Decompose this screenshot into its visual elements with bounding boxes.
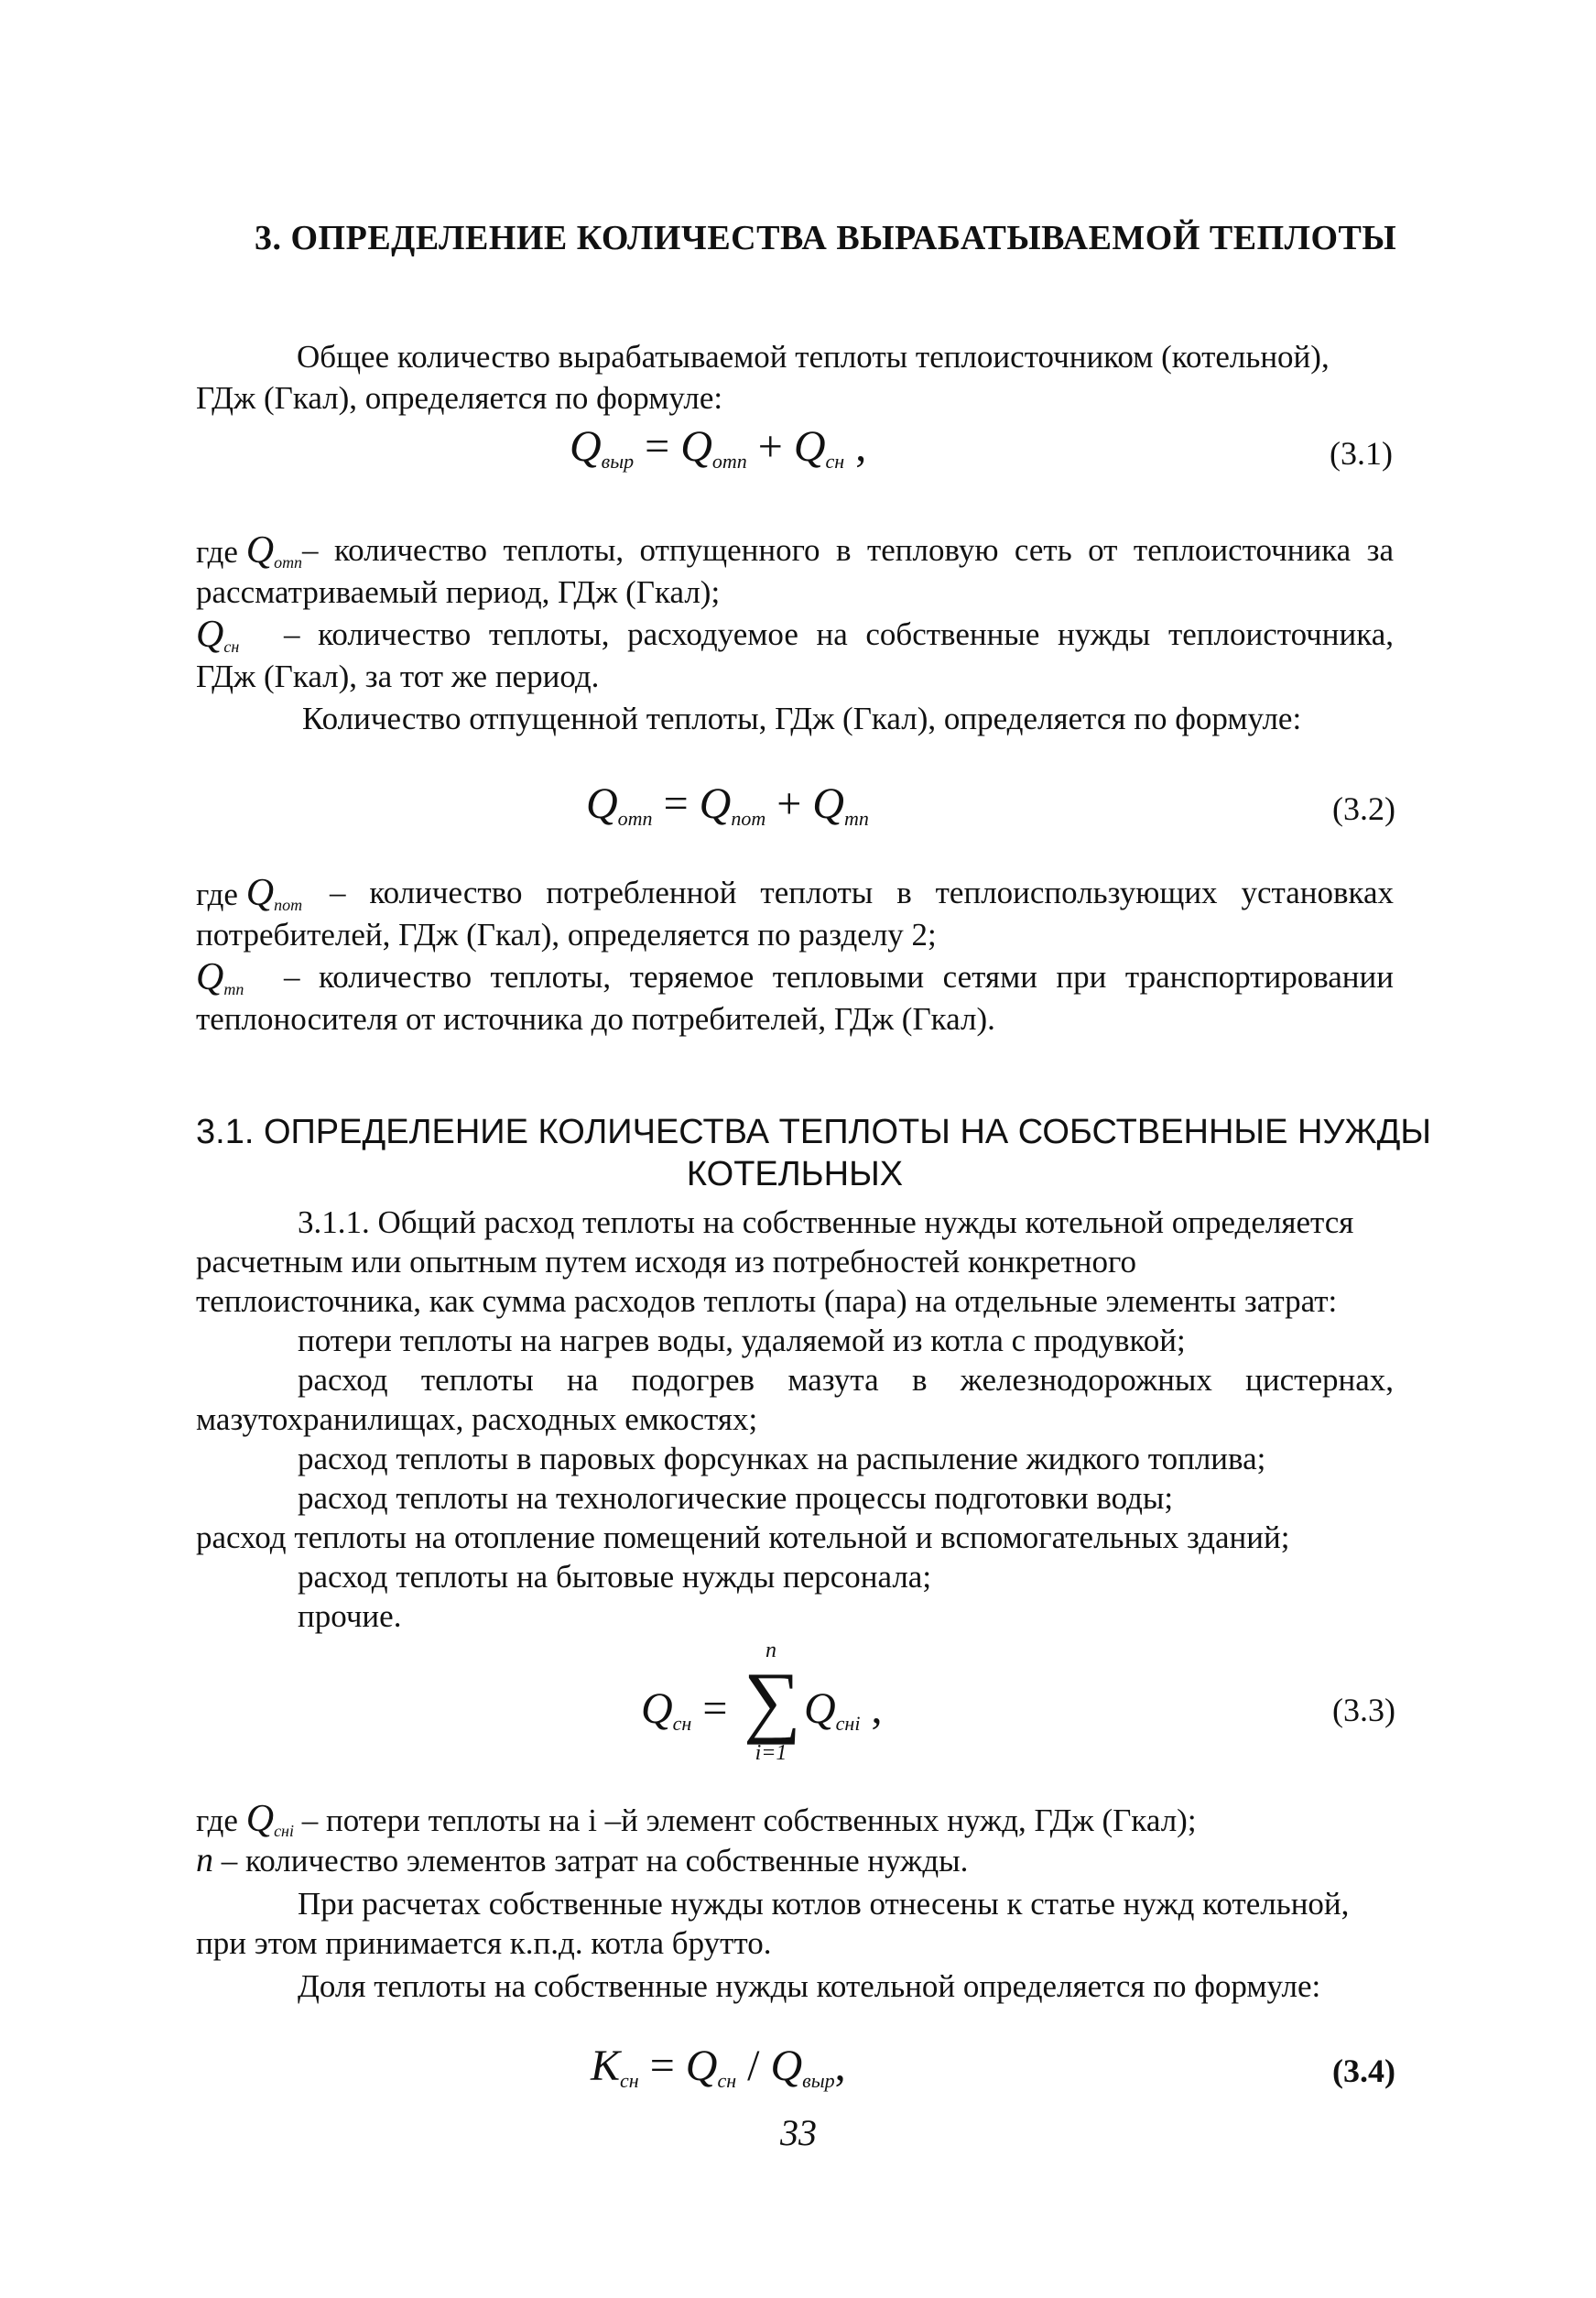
intro-line-1: Общее количество вырабатываемой теплоты теплоисточником (котельной),: [297, 339, 1330, 375]
where-n-line: n – количество элементов затрат на собственные нужды.: [196, 1841, 969, 1879]
formula-3-3-lhs: $Q_{сн}$ =: [641, 1684, 728, 1735]
equation-number-3-1: (3.1): [1330, 435, 1393, 472]
cost-item-5: расход теплоты на отопление помещений котельной и вспомогательных зданий;: [196, 1519, 1290, 1555]
where-qtp-line-1: – количество теплоты, теряемое тепловыми сетями при транспортировании: [284, 959, 1394, 995]
paragraph-share-formula: Доля теплоты на собственные нужды котельной определяется по формуле:: [298, 1968, 1321, 2004]
where-qsn-line-1: – количество теплоты, расходуемое на собственные нужды теплоисточника,: [284, 616, 1394, 652]
cost-item-6: расход теплоты на бытовые нужды персонала;: [298, 1559, 932, 1595]
cost-item-1: потери теплоты на нагрев воды, удаляемой из котла с продувкой;: [298, 1323, 1186, 1358]
equation-number-3-4: (3.4): [1332, 2053, 1395, 2089]
cost-item-3: расход теплоты в паровых форсунках на распыление жидкого топлива;: [298, 1441, 1266, 1476]
symbol-q-pot: $Q_{пот}$: [245, 872, 303, 914]
section-3-title: 3. ОПРЕДЕЛЕНИЕ КОЛИЧЕСТВА ВЫРАБАТЫВАЕМОЙ ТЕПЛОТЫ: [255, 219, 1397, 257]
formula-3-4: $K_{сн} = Q_{сн} / Q_{выр}$,: [591, 2042, 846, 2092]
where-qtp-line-2: теплоносителя от источника до потребителей, ГДж (Гкал).: [196, 1001, 995, 1037]
symbol-q-otp: $Q_{отп}$: [245, 529, 303, 572]
formula-3-1: $Q_{выр} = Q_{отп} + Q_{сн}$ ,: [570, 422, 867, 473]
where-qpot-line-1: – количество потребленной теплоты в теплоиспользующих установках: [330, 875, 1394, 910]
paragraph-3-1-1-line-2: расчетным или опытным путем исходя из потребностей конкретного: [196, 1244, 1136, 1280]
where-qpot-label: где $Q_{пот}$: [196, 872, 303, 914]
paragraph-3-1-1-line-3: теплоисточника, как сумма расходов теплоты (пара) на отдельные элементы затрат:: [196, 1283, 1338, 1319]
paragraph-own-needs-line-2: при этом принимается к.п.д. котла брутто.: [196, 1925, 772, 1961]
formula-3-2: $Q_{отп} = Q_{пот} + Q_{тп}$: [586, 779, 869, 830]
paragraph-3-1-1-line-1: 3.1.1. Общий расход теплоты на собственные нужды котельной определяется: [298, 1204, 1354, 1240]
formula-3-3-term: $Q_{снi}$ ,: [804, 1684, 883, 1735]
equation-number-3-2: (3.2): [1332, 790, 1395, 827]
where-qotp-label: где $Q_{отп}$: [196, 529, 303, 572]
released-heat-text: Количество отпущенной теплоты, ГДж (Гкал), определяется по формуле:: [302, 701, 1302, 736]
page-number: 33: [780, 2112, 817, 2153]
section-3-1-title-line-2: КОТЕЛЬНЫХ: [686, 1155, 904, 1193]
equation-number-3-3: (3.3): [1332, 1692, 1395, 1728]
cost-item-2-line-1: расход теплоты на подогрев мазута в железнодорожных цистернах,: [298, 1362, 1394, 1398]
summation-sign: n ∑ i=1: [744, 1639, 801, 1765]
symbol-q-sni: $Q_{снi}$: [245, 1798, 294, 1840]
where-qotp-line-1: – количество теплоты, отпущенного в тепловую сеть от теплоисточника за: [302, 532, 1394, 568]
symbol-q-sn: $Q_{сн}$: [196, 614, 240, 656]
paragraph-own-needs-line-1: При расчетах собственные нужды котлов отнесены к статье нужд котельной,: [298, 1886, 1350, 1922]
cost-item-4: расход теплоты на технологические процессы подготовки воды;: [298, 1480, 1174, 1516]
where-qsn-line-2: ГДж (Гкал), за тот же период.: [196, 659, 600, 694]
symbol-n: n: [196, 1841, 213, 1879]
section-3-1-title-line-1: 3.1. ОПРЕДЕЛЕНИЕ КОЛИЧЕСТВА ТЕПЛОТЫ НА СОБСТВЕННЫЕ НУЖДЫ: [196, 1113, 1432, 1151]
cost-item-2-line-2: мазутохранилищах, расходных емкостях;: [196, 1401, 758, 1437]
where-qsni-line: где $Q_{снi}$ – потери теплоты на i –й элемент собственных нужд, ГДж (Гкал);: [196, 1798, 1197, 1840]
intro-line-2: ГДж (Гкал), определяется по формуле:: [196, 380, 723, 416]
section-3-1-title: [196, 1111, 1432, 1195]
where-qpot-line-2: потребителей, ГДж (Гкал), определяется по разделу 2;: [196, 917, 937, 953]
symbol-q-tp: $Q_{тп}$: [196, 956, 244, 998]
where-qotp-line-2: рассматриваемый период, ГДж (Гкал);: [196, 574, 721, 610]
cost-item-7: прочие.: [298, 1598, 402, 1634]
